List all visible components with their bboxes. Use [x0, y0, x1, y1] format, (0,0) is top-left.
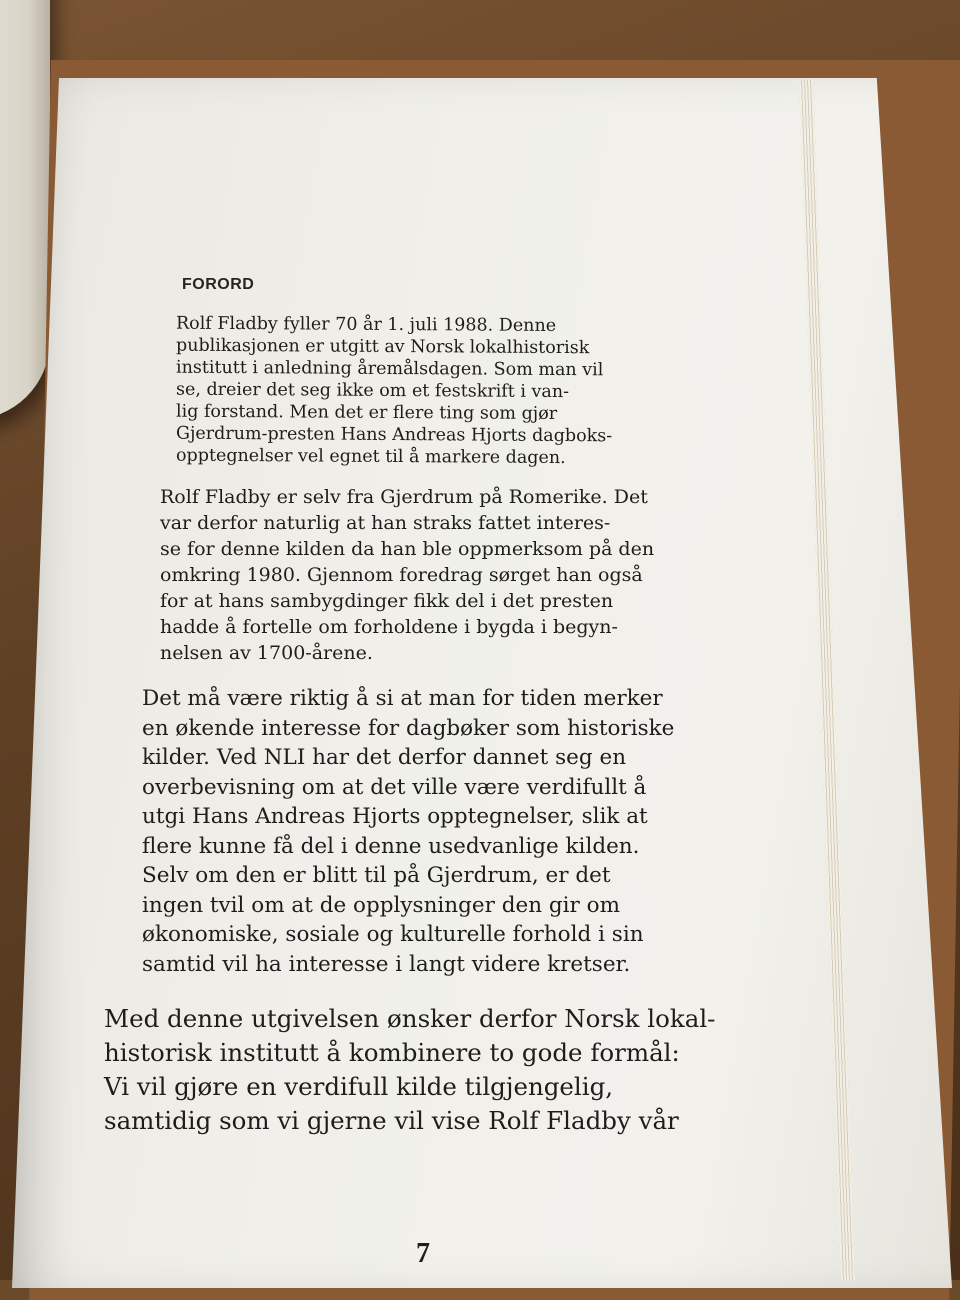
page-number: 7 — [416, 1238, 430, 1269]
text-line: kilder. Ved NLI har det derfor dannet seg en — [142, 745, 627, 770]
text-line: publikasjonen er utgitt av Norsk lokalhistorisk — [176, 335, 590, 359]
text-line: utgi Hans Andreas Hjorts opptegnelser, slik at — [142, 804, 648, 829]
text-line: en økende interesse for dagbøker som historiske — [142, 715, 675, 741]
text-line: Selv om den er blitt til på Gjerdrum, er det — [142, 863, 611, 888]
text-line: historisk institutt å kombinere to gode formål: — [104, 1038, 680, 1067]
text-line: Det må være riktig å si at man for tiden merker — [142, 686, 663, 711]
text-line: se, dreier det seg ikke om et festskrift i van- — [176, 379, 570, 403]
text-line: hadde å fortelle om forholdene i bygda i begyn- — [160, 616, 618, 638]
text-line: se for denne kilden da han ble oppmerksom på den — [160, 538, 655, 560]
text-line: samtidig som vi gjerne vil vise Rolf Fladby vår — [104, 1106, 679, 1135]
text-line: omkring 1980. Gjennom foredrag sørget han også — [160, 564, 643, 586]
text-line: ingen tvil om at de opplysninger den gir om — [142, 892, 620, 918]
paragraph-2 — [160, 484, 654, 666]
text-line: Rolf Fladby fyller 70 år 1. juli 1988. Denne — [176, 313, 557, 336]
text-line: nelsen av 1700-årene. — [160, 642, 373, 664]
text-line: samtid vil ha interesse i langt videre kretser. — [142, 951, 631, 977]
paragraph-1 — [176, 314, 612, 468]
text-line: opptegnelser vel egnet til å markere dagen. — [176, 445, 566, 469]
text-line: Rolf Fladby er selv fra Gjerdrum på Romerike. Det — [160, 486, 648, 508]
text-line: flere kunne få del i denne usedvanlige kilden. — [142, 833, 640, 859]
text-line: lig forstand. Men det er flere ting som gjør — [176, 401, 558, 424]
text-line: Gjerdrum-presten Hans Andreas Hjorts dagboks- — [176, 423, 613, 447]
text-line: økonomiske, sosiale og kulturelle forhold i sin — [142, 922, 644, 947]
text-line: overbevisning om at det ville være verdifullt å — [142, 774, 647, 800]
paragraph-3 — [142, 684, 674, 979]
text-line: Med denne utgivelsen ønsker derfor Norsk lokal- — [104, 1004, 716, 1033]
paragraph-4 — [104, 1002, 715, 1138]
text-line: Vi vil gjøre en verdifull kilde tilgjengelig, — [104, 1072, 614, 1101]
chapter-heading: FORORD — [182, 276, 255, 293]
text-line: institutt i anledning åremålsdagen. Som man vil — [176, 357, 604, 381]
text-line: var derfor naturlig at han straks fattet interes- — [160, 512, 611, 534]
text-line: for at hans sambygdinger fikk del i det presten — [160, 590, 614, 612]
